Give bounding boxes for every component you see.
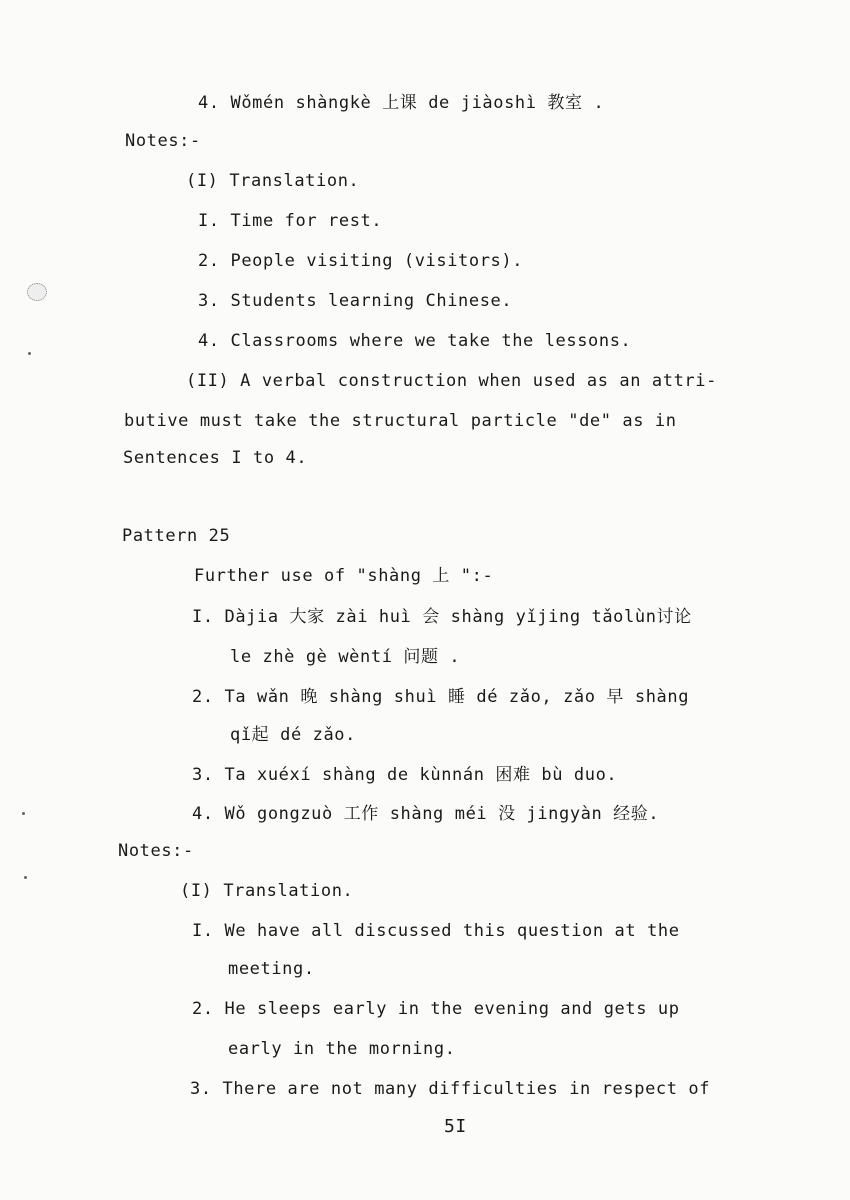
translation-line: 3. Students learning Chinese. <box>198 291 513 311</box>
page-number: 5I <box>444 1116 467 1137</box>
speck <box>24 876 27 879</box>
pattern-sentence: 2. Ta wǎn 晚 shàng shuì 睡 dé zǎo, zǎo 早 shàng <box>192 687 690 707</box>
note-translation-heading: (I) Translation. <box>186 171 360 191</box>
translation-line: 4. Classrooms where we take the lessons. <box>198 331 632 351</box>
translation-line: 3. There are not many difficulties in respect of <box>190 1079 711 1099</box>
translation-line: I. Time for rest. <box>198 211 383 231</box>
speck <box>22 812 25 815</box>
sentence-item-4: 4. Wǒmén shàngkè 上课 de jiàoshì 教室 . <box>198 93 605 113</box>
translation-line: 2. He sleeps early in the evening and gets up <box>192 999 680 1019</box>
pattern-sentence: 3. Ta xuéxí shàng de kùnnán 困难 bù duo. <box>192 765 618 785</box>
notes-heading: Notes:- <box>125 131 201 151</box>
translation-line-continuation: meeting. <box>228 959 315 979</box>
note-grammar-line: butive must take the structural particle "de" as in <box>124 411 677 431</box>
note-translation-heading: (I) Translation. <box>180 881 354 901</box>
translation-line: I. We have all discussed this question at the <box>192 921 680 941</box>
pattern-title: Pattern 25 <box>122 526 231 546</box>
pattern-sentence: I. Dàjia 大家 zài huì 会 shàng yǐjing tǎolùn讨论 <box>192 607 692 627</box>
note-grammar-line: Sentences I to 4. <box>123 448 308 468</box>
note-grammar-line: (II) A verbal construction when used as an attri- <box>186 371 717 391</box>
pattern-sentence-continuation: le zhè gè wèntí 问题 . <box>230 647 461 667</box>
translation-line: 2. People visiting (visitors). <box>198 251 524 271</box>
punch-hole <box>27 283 47 301</box>
pattern-sentence: 4. Wǒ gongzuò 工作 shàng méi 没 jingyàn 经验. <box>192 804 660 824</box>
pattern-intro: Further use of "shàng 上 ":- <box>194 566 494 586</box>
notes-heading: Notes:- <box>118 841 194 861</box>
speck <box>28 352 31 355</box>
translation-line-continuation: early in the morning. <box>228 1039 456 1059</box>
pattern-sentence-continuation: qǐ起 dé zǎo. <box>230 725 356 745</box>
